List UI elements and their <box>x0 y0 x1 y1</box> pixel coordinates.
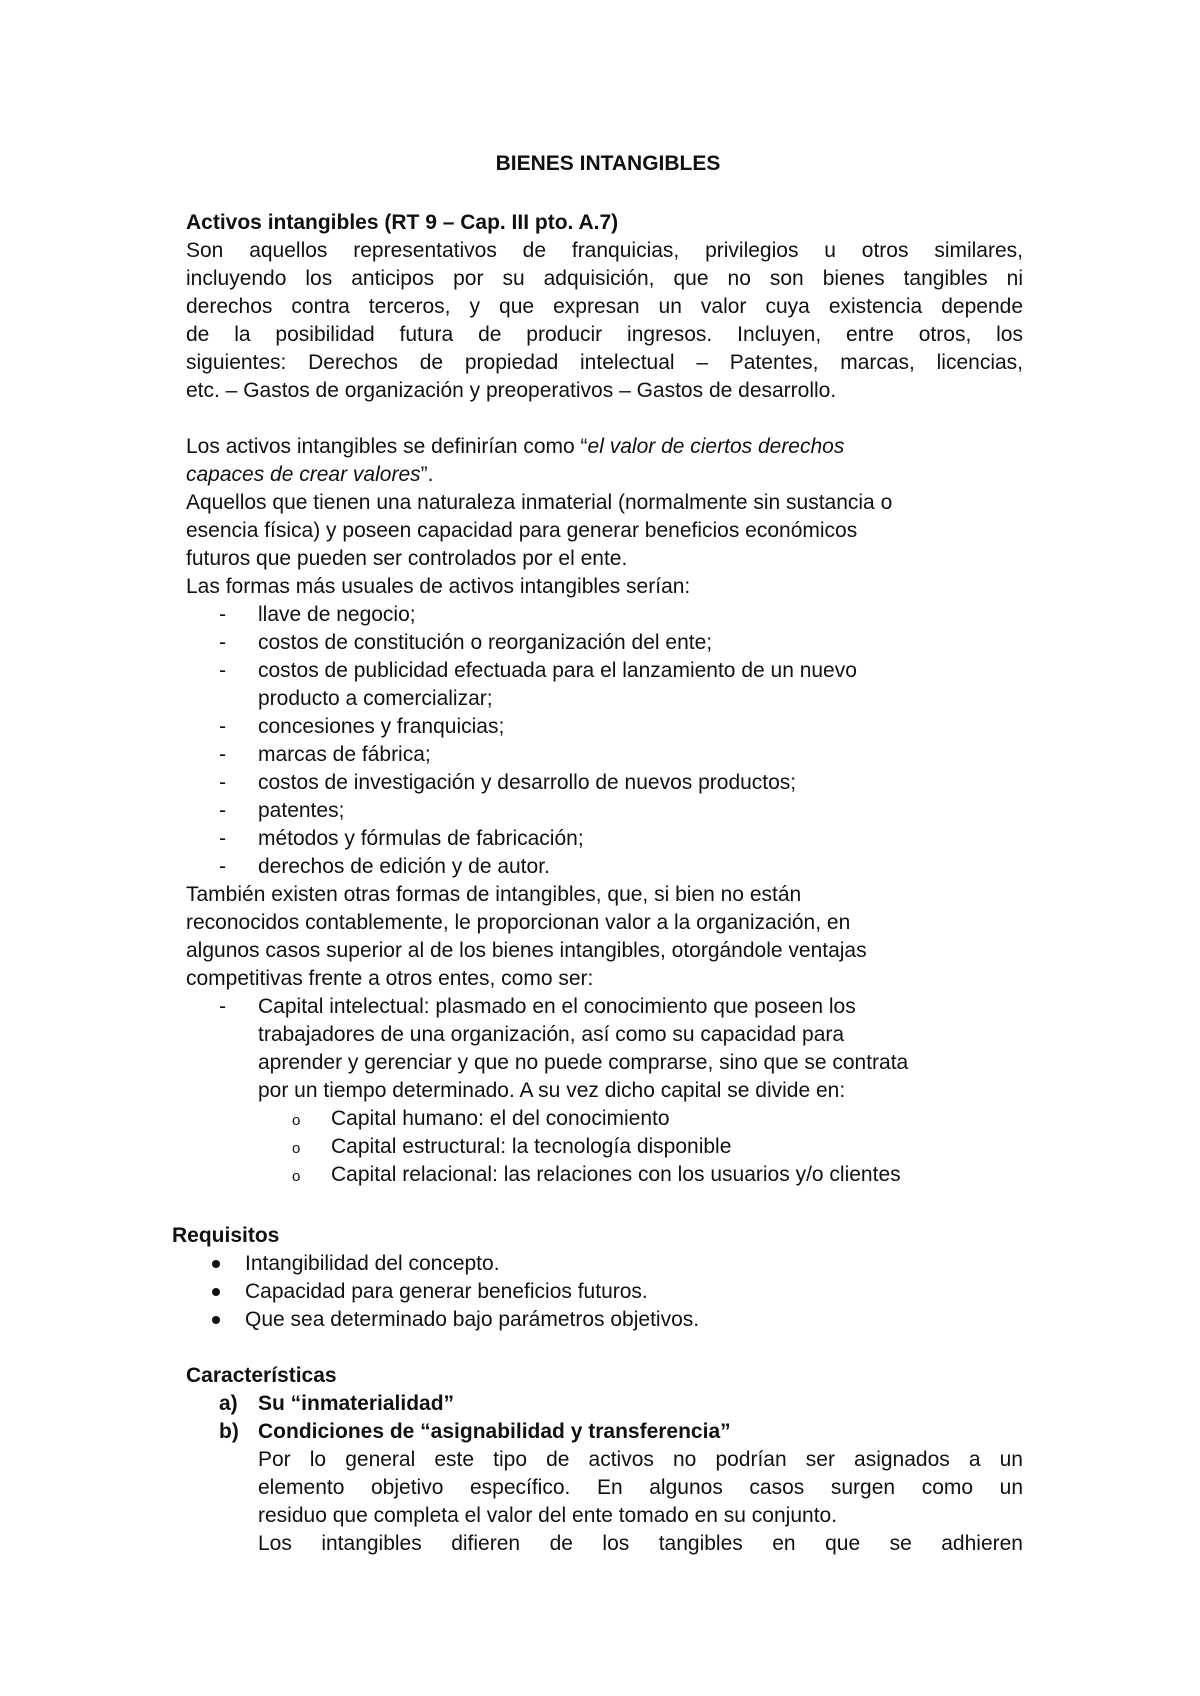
paragraph-line: competitivas frente a otros entes, como ser: <box>186 967 594 990</box>
paragraph-line: futuros que pueden ser controlados por el ente. <box>186 547 628 570</box>
dash-bullet: - <box>219 799 226 822</box>
paragraph-line: de la posibilidad futura de producir ingresos. Incluyen, entre otros, los <box>186 323 1023 346</box>
sub-list-item: Capital estructural: la tecnología disponible <box>331 1135 732 1158</box>
paragraph-line: esencia física) y poseen capacidad para generar beneficios económicos <box>186 519 858 542</box>
sub-list-item: Capital humano: el del conocimiento <box>331 1107 670 1130</box>
circle-bullet: o <box>292 1168 301 1185</box>
paragraph-line: etc. – Gastos de organización y preoperativos – Gastos de desarrollo. <box>186 379 837 402</box>
paragraph-line: Son aquellos representativos de franquicias, privilegios u otros similares, <box>186 239 1023 262</box>
document-title: BIENES INTANGIBLES <box>495 152 721 175</box>
paragraph-line: También existen otras formas de intangibles, que, si bien no están <box>186 883 802 906</box>
definition-quote: el valor de ciertos derechos <box>587 435 845 458</box>
list-item: costos de constitución o reorganización del ente; <box>258 631 713 654</box>
paragraph-line: incluyendo los anticipos por su adquisición, que no son bienes tangibles ni <box>186 267 1023 290</box>
list-item: costos de publicidad efectuada para el lanzamiento de un nuevo <box>258 659 857 682</box>
section-heading-requisitos: Requisitos <box>172 1224 280 1247</box>
paragraph-line: Las formas más usuales de activos intangibles serían: <box>186 575 691 598</box>
list-item: Capacidad para generar beneficios futuros. <box>245 1280 648 1303</box>
section-heading-caracteristicas: Características <box>186 1364 337 1387</box>
list-item-continuation: aprender y gerenciar y que no puede comprarse, sino que se contrata <box>258 1051 909 1074</box>
list-item: patentes; <box>258 799 345 822</box>
dash-bullet: - <box>219 603 226 626</box>
paragraph-line: residuo que completa el valor del ente tomado en su conjunto. <box>258 1504 838 1527</box>
definition-prefix: Los activos intangibles se definirían como “ <box>186 435 588 458</box>
paragraph-line: Los intangibles difieren de los tangibles en que se adhieren <box>258 1532 1023 1555</box>
paragraph-line: Por lo general este tipo de activos no podrían ser asignados a un <box>258 1448 1023 1471</box>
dash-bullet: - <box>219 743 226 766</box>
circle-bullet: o <box>292 1140 301 1157</box>
bullet-dot <box>212 1288 220 1296</box>
dash-bullet: - <box>219 995 226 1018</box>
dash-bullet: - <box>219 771 226 794</box>
definition-line <box>186 461 433 489</box>
dash-bullet: - <box>219 659 226 682</box>
paragraph-line: siguientes: Derechos de propiedad intelectual – Patentes, marcas, licencias, <box>186 351 1023 374</box>
paragraph-line: algunos casos superior al de los bienes intangibles, otorgándole ventajas <box>186 939 867 962</box>
list-item: marcas de fábrica; <box>258 743 431 766</box>
list-item-continuation: por un tiempo determinado. A su vez dicho capital se divide en: <box>258 1079 846 1102</box>
dash-bullet: - <box>219 827 226 850</box>
dash-bullet: - <box>219 855 226 878</box>
paragraph-line: Aquellos que tienen una naturaleza inmaterial (normalmente sin sustancia o <box>186 491 893 514</box>
list-item: Capital intelectual: plasmado en el conocimiento que poseen los <box>258 995 856 1018</box>
list-item: métodos y fórmulas de fabricación; <box>258 827 584 850</box>
list-item: Que sea determinado bajo parámetros objetivos. <box>245 1308 700 1331</box>
list-item-continuation: producto a comercializar; <box>258 687 493 710</box>
definition-line <box>186 433 844 461</box>
circle-bullet: o <box>292 1112 301 1129</box>
dash-bullet: - <box>219 631 226 654</box>
definition-quote: capaces de crear valores <box>186 463 421 486</box>
characteristic-item: Su “inmaterialidad” <box>258 1392 455 1415</box>
definition-suffix: ”. <box>420 463 434 486</box>
paragraph-line: derechos contra terceros, y que expresan un valor cuya existencia depende <box>186 295 1023 318</box>
list-item: concesiones y franquicias; <box>258 715 505 738</box>
paragraph-line: elemento objetivo específico. En algunos casos surgen como un <box>258 1476 1023 1499</box>
bullet-dot <box>212 1316 220 1324</box>
list-item-continuation: trabajadores de una organización, así como su capacidad para <box>258 1023 845 1046</box>
list-item: llave de negocio; <box>258 603 416 626</box>
bullet-dot <box>212 1260 220 1268</box>
list-item: costos de investigación y desarrollo de nuevos productos; <box>258 771 797 794</box>
list-label-b: b) <box>219 1420 239 1443</box>
paragraph-line: reconocidos contablemente, le proporcionan valor a la organización, en <box>186 911 851 934</box>
section-heading-activos: Activos intangibles (RT 9 – Cap. III pto. A.7) <box>186 211 619 234</box>
list-item: Intangibilidad del concepto. <box>245 1252 500 1275</box>
list-label-a: a) <box>219 1392 238 1415</box>
dash-bullet: - <box>219 715 226 738</box>
list-item: derechos de edición y de autor. <box>258 855 550 878</box>
characteristic-item: Condiciones de “asignabilidad y transferencia” <box>258 1420 731 1443</box>
sub-list-item: Capital relacional: las relaciones con los usuarios y/o clientes <box>331 1163 901 1186</box>
